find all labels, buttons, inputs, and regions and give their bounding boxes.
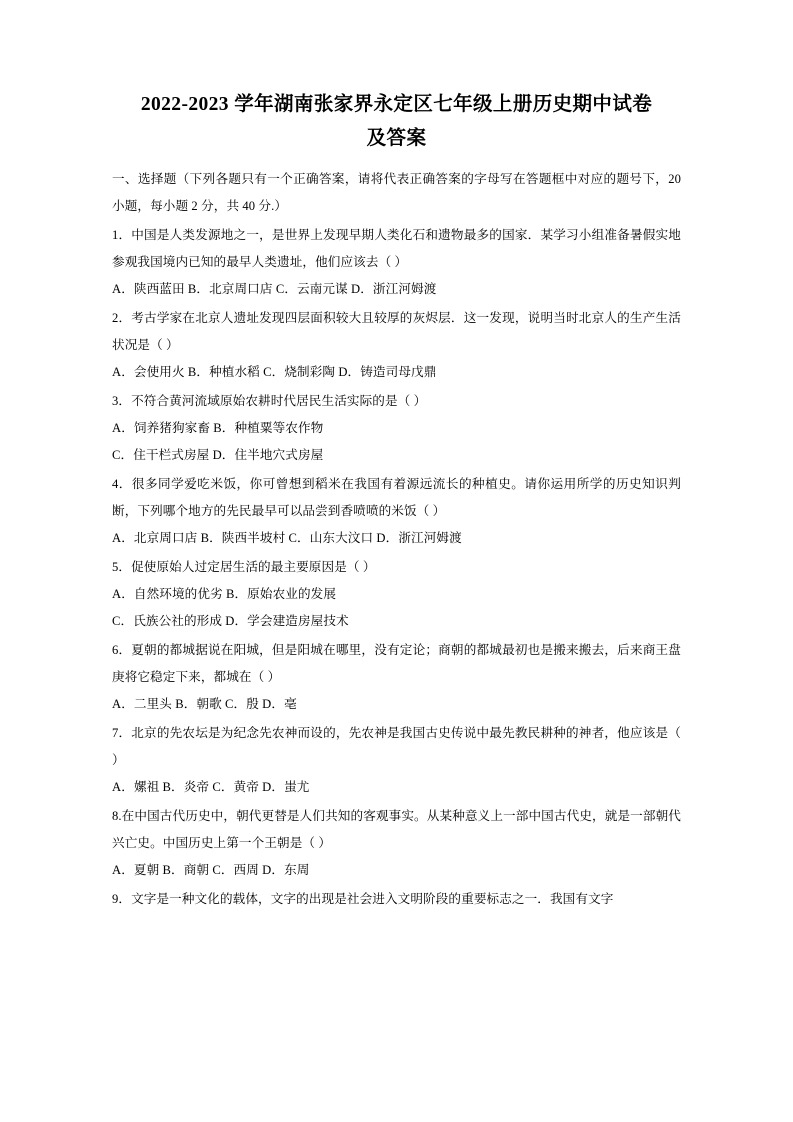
option-line: A．夏朝 B．商朝 C．西周 D．东周 bbox=[112, 863, 310, 877]
question-stem: 9．文字是一种文化的载体，文字的出现是社会进入文明阶段的重要标志之一．我国有文字 bbox=[112, 892, 614, 906]
option-line: A．会使用火 B．种植水稻 C．烧制彩陶 D．铸造司母戊鼎 bbox=[112, 365, 437, 379]
question-2 bbox=[112, 305, 681, 386]
option-line: A．嫘祖 B．炎帝 C．黄帝 D．蚩尤 bbox=[112, 780, 310, 794]
page-title-line-1: 2022-2023 学年湖南张家界永定区七年级上册历史期中试卷 bbox=[140, 94, 653, 115]
option-line: A．陕西蓝田 B．北京周口店 C．云南元谋 D．浙江河姆渡 bbox=[112, 282, 437, 296]
question-stem: 8.在中国古代历史中，朝代更替是人们共知的客观事实。从某种意义上一部中国古代史，就是一部朝代兴亡史。中国历史上第一个王朝是（ ） bbox=[112, 809, 681, 850]
section-header: 一、选择题（下列各题只有一个正确答案，请将代表正确答案的字母写在答题框中对应的题号下，20 小题，每小题 2 分，共 40 分.） bbox=[112, 172, 681, 213]
question-stem: 7．北京的先农坛是为纪念先农神而设的，先农神是我国古史传说中最先教民耕种的神者，他应该是（ ） bbox=[112, 726, 681, 767]
page-title-line-2: 及答案 bbox=[366, 128, 427, 149]
question-stem: 1．中国是人类发源地之一，是世界上发现早期人类化石和遗物最多的国家．某学习小组准备暑假实地参观我国境内已知的最早人类遗址，他们应该去（ ） bbox=[112, 228, 681, 269]
question-8 bbox=[112, 803, 681, 884]
question-stem: 2．考古学家在北京人遗址发现四层面积较大且较厚的灰烬层．这一发现，说明当时北京人的生产生活状况是（ ） bbox=[112, 311, 681, 352]
option-line: C．住干栏式房屋 D．住半地穴式房屋 bbox=[112, 448, 324, 462]
question-options bbox=[112, 774, 681, 801]
option-line: A．北京周口店 B．陕西半坡村 C．山东大汶口 D．浙江河姆渡 bbox=[112, 531, 462, 545]
question-4 bbox=[112, 471, 681, 552]
question-stem: 3．不符合黄河流域原始农耕时代居民生活实际的是（ ） bbox=[112, 394, 427, 408]
question-1 bbox=[112, 222, 681, 303]
question-options bbox=[112, 691, 681, 718]
option-line: A．自然环境的优劣 B．原始农业的发展 bbox=[112, 587, 337, 601]
option-line: C．氏族公社的形成 D．学会建造房屋技术 bbox=[112, 614, 349, 628]
question-options bbox=[112, 525, 681, 552]
question-options bbox=[112, 276, 681, 303]
option-line: A．饲养猪狗家畜 B．种植粟等农作物 bbox=[112, 421, 324, 435]
question-5 bbox=[112, 554, 681, 635]
question-stem: 5．促使原始人过定居生活的最主要原因是（ ） bbox=[112, 560, 376, 574]
question-stem: 4．很多同学爱吃米饭，你可曾想到稻米在我国有着源远流长的种植史。请你运用所学的历史知识判断，下列哪个地方的先民最早可以品尝到香喷喷的米饭（ ） bbox=[112, 477, 681, 518]
question-9 bbox=[112, 886, 681, 913]
question-options bbox=[112, 581, 681, 635]
question-stem: 6．夏朝的都城据说在阳城，但是阳城在哪里，没有定论；商朝的都城最初也是搬来搬去，后来商王盘庚将它稳定下来，都城在（ ） bbox=[112, 643, 681, 684]
page-title bbox=[112, 88, 681, 156]
question-options bbox=[112, 359, 681, 386]
question-6 bbox=[112, 637, 681, 718]
question-options bbox=[112, 857, 681, 884]
question-options bbox=[112, 415, 681, 469]
question-7 bbox=[112, 720, 681, 801]
option-line: A．二里头 B．朝歌 C．殷 D．亳 bbox=[112, 697, 297, 711]
question-3 bbox=[112, 388, 681, 469]
